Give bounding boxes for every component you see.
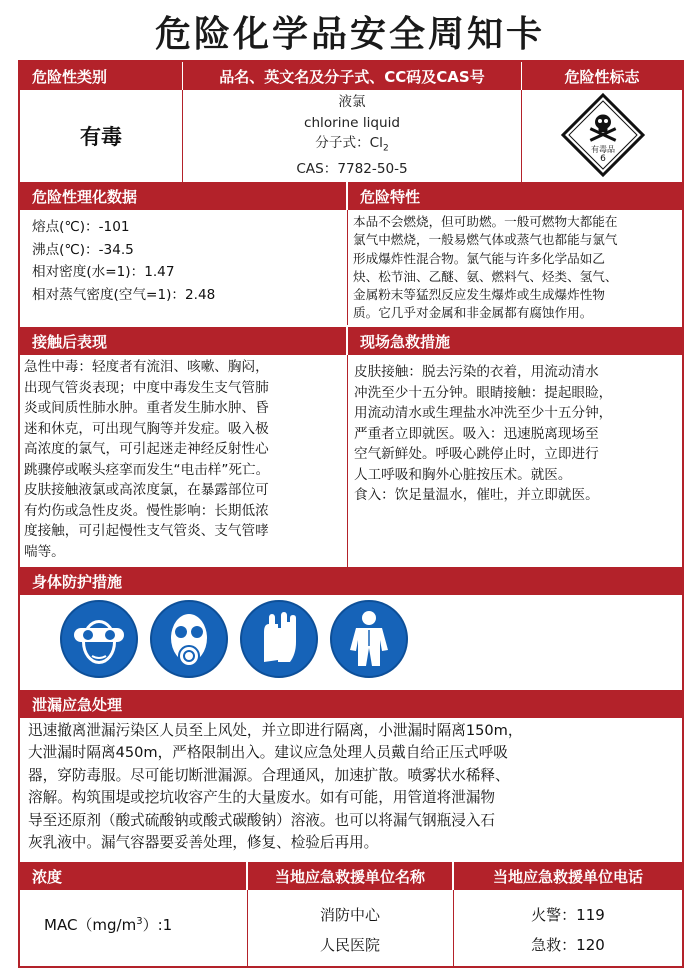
product-formula: 分子式：$Cl_2$ (315, 135, 389, 154)
fire-phone: 火警：119 (531, 906, 605, 924)
melting-point: 熔点(℃)：-101 (32, 219, 130, 235)
mac-value: $MAC(mg/m^3):1$ (44, 916, 173, 934)
contact-title: 接触后表现 (20, 327, 346, 355)
first-aid-title: 现场急救措施 (348, 327, 682, 355)
card-title: 危险化学品安全周知卡 (154, 14, 545, 55)
contact-text: 急性中毒：轻度者有流泪、咳嗽、胸闷， 出现气管炎表现；中度中毒发生支气管肺 炎或间质性肺水肿。重者发生肺水肿、昏 迷和休克，可出现气胸等并发症。吸入极 高浓度的氯气，可引起迷走神经反射性心 跳骤停或喉头痉挛而发生“电击样”死亡。 皮肤接触液氯或高浓度氯，在暴露部位可 有灼伤或急性皮炎。慢性影响：长期低浓 度接触，可引起慢性支气管炎、支气管哮 喘等。 (24, 359, 270, 560)
header-product-info: 品名、英文名及分子式、CC码及CAS号 (183, 62, 521, 90)
first-aid-text: 皮肤接触：脱去污染的衣着，用流动清水 冲洗至少十五分钟。眼睛接触：提起眼睑， 用流动清水或生理盐水冲洗至少十五分钟， 严重者立即就医。吸入：迅速脱离现场至 空气新鲜处。呼吸心跳停止时，立即进行 人工呼吸和胸外心脏按压术。就医。 食入：饮足量温水，催吐，并立即就医。 (354, 364, 613, 503)
rescue-unit-list (248, 900, 452, 960)
ambulance-phone: 急救：120 (531, 936, 605, 954)
boiling-point: 沸点(℃)：-34.5 (32, 241, 134, 258)
product-cas: CAS：7782-50-5 (296, 161, 408, 178)
vapor-density: 相对蒸气密度(空气=1)：2.48 (32, 286, 216, 303)
safety-card (18, 60, 684, 968)
goggles-icon (60, 600, 138, 678)
product-name-cn: 液氯 (338, 94, 366, 110)
physchem-data (32, 216, 342, 306)
leak-text: 迅速撤离泄漏污染区人员至上风处，并立即进行隔离，小泄漏时隔离150m， 大泄漏时隔离450m，严格限制出入。建议应急处理人员戴自给正压式呼吸 器，穿防毒服。尽可能切断泄漏源。合理通风，加速扩散。喷雾状水稀释、 溶解。构筑围堤或挖坑收容产生的大量废水。如有可能，用管道将泄漏物 导至还原剂（酸式硫酸钠或酸式碳酸钠）溶液。也可以将漏气钢瓶浸入石 灰乳液中。漏气容器要妥善处理，修复、检验后再用。 (28, 722, 523, 852)
protection-title: 身体防护措施 (20, 567, 682, 595)
hazard-sign-label: 有毒品 (591, 145, 615, 154)
rescue-unit-name-header: 当地应急救援单位名称 (248, 862, 452, 890)
rescue-phone-list (454, 900, 682, 960)
concentration-header: 浓度 (20, 862, 246, 890)
header-hazard-sign: 危险性标志 (522, 62, 682, 90)
physchem-title: 危险性理化数据 (20, 182, 346, 210)
hazard-sign (560, 92, 646, 178)
gas-mask-icon (150, 600, 228, 678)
hazard-sign-number: 6 (600, 154, 606, 164)
leak-title: 泄漏应急处理 (20, 690, 682, 718)
rescue-unit-fire: 消防中心 (319, 906, 380, 924)
gloves-icon (240, 600, 318, 678)
toxic-diamond-icon (560, 92, 646, 178)
hazard-props-text: 本品不会燃烧，但可助燃。一般可燃物大都能在 氯气中燃烧，一般易燃气体或蒸气也都能与氯气 形成爆炸性混合物。氯气能与许多化学品如乙 炔、松节油、乙醚、氨、燃料气、烃类、氢气、 金属粉末等猛烈反应发生爆炸或生成爆炸性物 质。它几乎对金属和非金属都有腐蚀作用。 (353, 214, 618, 321)
hazard-props-title: 危险特性 (348, 182, 682, 210)
hazard-class-value: 有毒 (80, 125, 122, 149)
rescue-unit-hospital: 人民医院 (319, 936, 380, 954)
relative-density: 相对密度(水=1)：1.47 (32, 264, 175, 280)
product-name-en: chlorine liquid (303, 114, 401, 131)
product-info (183, 92, 521, 180)
header-hazard-class: 危险性类别 (20, 62, 182, 90)
rescue-unit-phone-header: 当地应急救援单位电话 (454, 862, 682, 890)
protective-suit-icon (330, 600, 408, 678)
